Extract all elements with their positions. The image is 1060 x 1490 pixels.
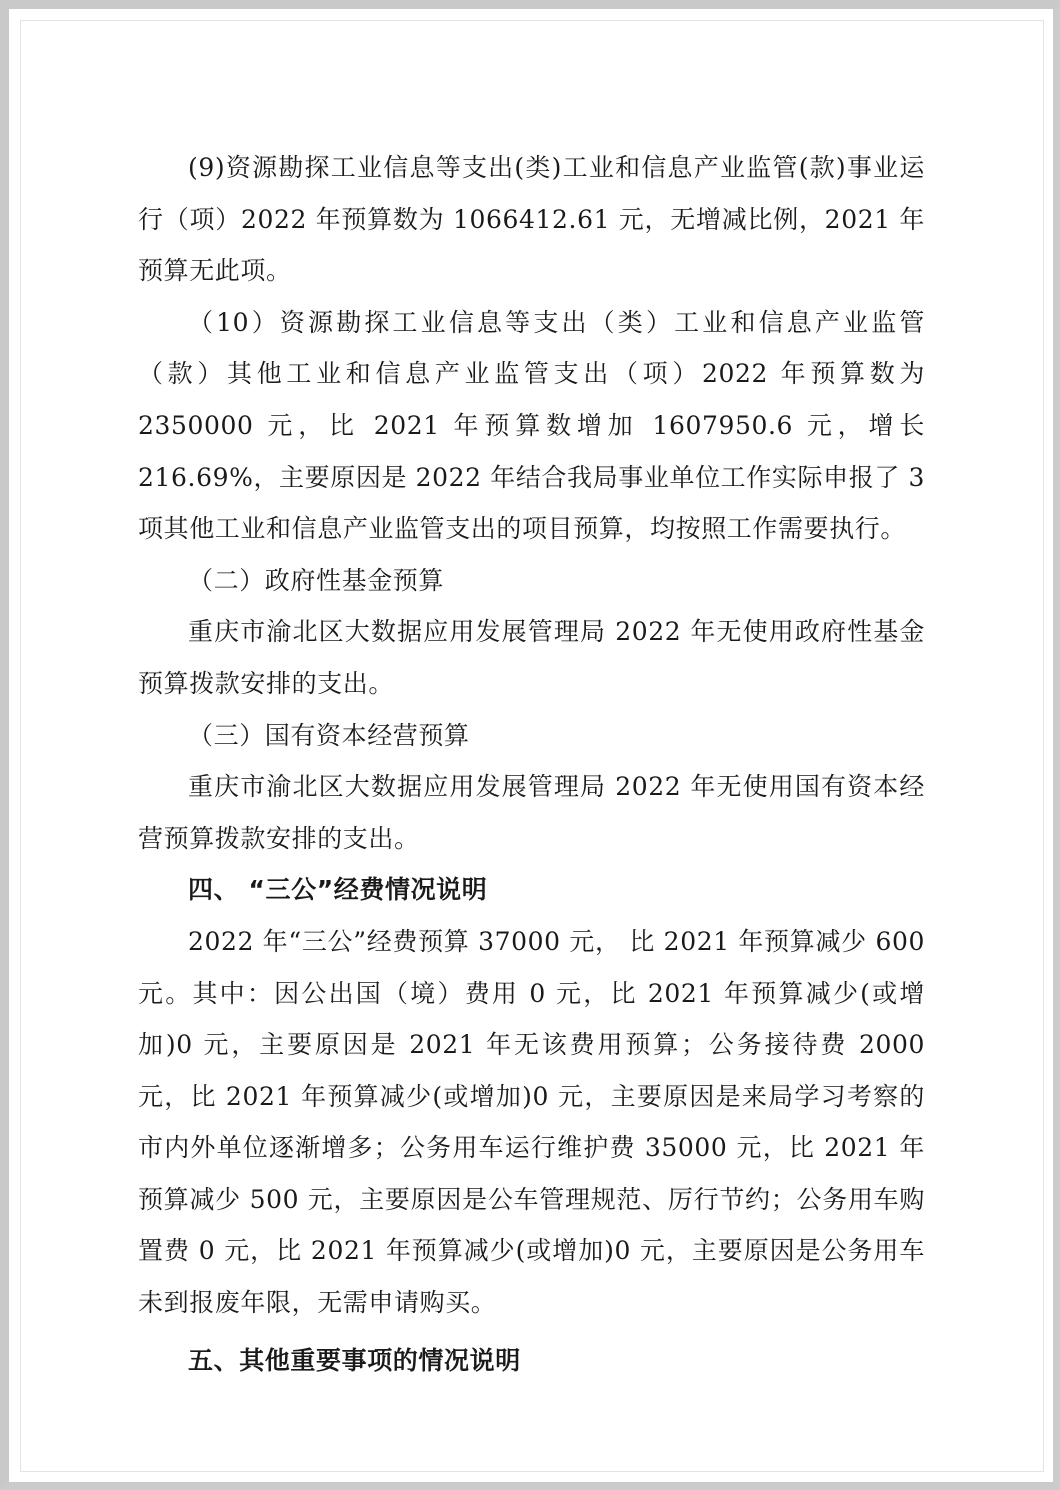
paragraph-three-public-expenses: 2022 年“三公”经费预算 37000 元， 比 2021 年预算减少 600元。其中：因公出国（境）费用 0 元，比 2021 年预算减少(或增加)0 元，主要原因是 2021 年无该费用预算；公务接待费 2000 元，比 2021 年预算减少(或增加)0 元，主要原因是来局学习考察的市内外单位逐渐增多；公务用车运行维护费 35000 元，比 2021 年预算减少 500 元，主要原因是公车管理规范、厉行节约；公务用车购置费 0 元，比 2021 年预算减少(或增加)0 元，主要原因是公务用车未到报废年限，无需申请购买。 xyxy=(138,926,925,1318)
document-body xyxy=(138,142,925,1386)
paragraph-item-9: (9)资源勘探工业信息等支出(类)工业和信息产业监管(款)事业运行（项）2022 年预算数为 1066412.61 元，无增减比例，2021 年预算无此项。 xyxy=(138,153,925,286)
section-heading-other-matters: 五、其他重要事项的情况说明 xyxy=(188,1345,521,1375)
paragraph-government-fund: 重庆市渝北区大数据应用发展管理局 2022 年无使用政府性基金预算拨款安排的支出。 xyxy=(138,617,925,698)
subheading-government-fund: （二）政府性基金预算 xyxy=(188,565,445,595)
subheading-state-capital: （三）国有资本经营预算 xyxy=(188,720,470,750)
section-heading-three-public-expenses: 四、 “三公”经费情况说明 xyxy=(188,875,488,905)
paragraph-state-capital: 重庆市渝北区大数据应用发展管理局 2022 年无使用国有资本经营预算拨款安排的支出。 xyxy=(138,772,925,853)
paragraph-item-10: （10）资源勘探工业信息等支出（类）工业和信息产业监管（款）其他工业和信息产业监管支出（项）2022 年预算数为2350000 元，比 2021 年预算数增加 1607950.6 元，增长 216.69%，主要原因是 2022 年结合我局事业单位工作实际申报了 3 项其他工业和信息产业监管支出的项目预算，均按照工作需要执行。 xyxy=(138,307,925,544)
